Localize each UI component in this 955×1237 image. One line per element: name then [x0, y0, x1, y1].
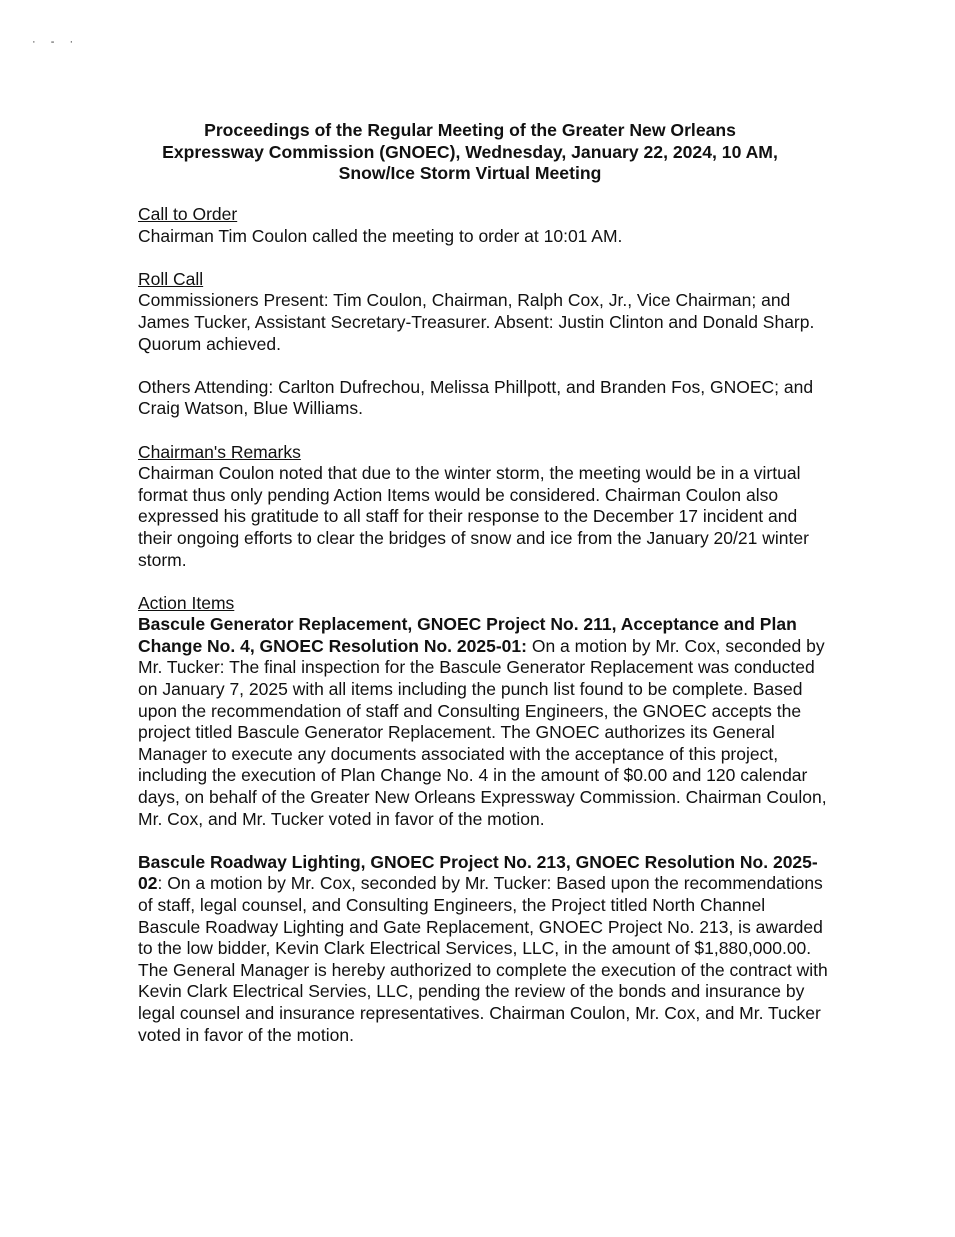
action-items-section — [138, 593, 828, 831]
roll-call-heading: Roll Call — [138, 268, 204, 289]
action-item-2 — [138, 852, 828, 1046]
document-title — [120, 120, 820, 185]
call-to-order-section — [138, 204, 828, 247]
others-attending-section — [138, 377, 828, 420]
action-items-heading: Action Items — [138, 592, 235, 613]
call-to-order-heading: Call to Order — [138, 204, 238, 224]
call-to-order-text: Chairman Tim Coulon called the meeting to order at 10:01 AM. — [138, 225, 623, 246]
title-line-3: Snow/Ice Storm Virtual Meeting — [338, 163, 602, 183]
document-body — [138, 204, 828, 1068]
scan-specks: · - · — [32, 36, 80, 48]
title-line-2: Expressway Commission (GNOEC), Wednesday, January 22, 2024, 10 AM, — [162, 141, 778, 162]
action-item-2-title: Bascule Roadway Lighting, GNOEC Project No. 213, GNOEC Resolution No. 2025-02 — [138, 851, 818, 894]
title-line-1: Proceedings of the Regular Meeting of the Greater New Orleans — [204, 120, 736, 140]
action-item-2-text: : On a motion by Mr. Cox, seconded by Mr. Tucker: Based upon the recommendations of staff, legal counsel, and Consulting Engineers, the Project titled North Channel Bascule Roadway Lighting and Gate Replacement, GNOEC Project No. 213, is awarded to the low bidder, Kevin Clark Electrical Services, LLC, in the amount of $1,880,000.00. The General Manager is hereby authorized to complete the execution of the contract with Kevin Clark Electrical Servies, LLC, pending the review of the bonds and insurance by legal counsel and insurance representatives. Chairman Coulon, Mr. Cox, and Mr. Tucker voted in favor of the motion. — [138, 873, 828, 1045]
chairmans-remarks-section — [138, 442, 828, 572]
action-item-1-text: On a motion by Mr. Cox, seconded by Mr. Tucker: The final inspection for the Bascule Generator Replacement was conducted on January 7, 2025 with all items including the punch list found to be complete. Based upon the recommendation of staff and Consulting Engineers, the GNOEC accepts the project titled Bascule Generator Replacement. The GNOEC authorizes its General Manager to execute any documents associated with the acceptance of this project, including the execution of Plan Change No. 4 in the amount of $0.00 and 120 calendar days, on behalf of the Greater New Orleans Expressway Commission. Chairman Coulon, Mr. Cox, and Mr. Tucker voted in favor of the motion. — [138, 635, 827, 829]
action-item-1 — [138, 614, 828, 830]
action-item-1-title: Bascule Generator Replacement, GNOEC Project No. 211, Acceptance and Plan Change No. 4, GNOEC Resolution No. 2025-01: — [138, 614, 797, 656]
chairmans-remarks-text: Chairman Coulon noted that due to the winter storm, the meeting would be in a virtual format thus only pending Action Items would be considered. Chairman Coulon also expressed his gratitude to all staff for their response to the December 17 incident and their ongoing efforts to clear the bridges of snow and ice from the January 20/21 winter storm. — [138, 463, 809, 570]
chairmans-remarks-heading: Chairman's Remarks — [138, 441, 301, 462]
others-attending-text: Others Attending: Carlton Dufrechou, Melissa Phillpott, and Branden Fos, GNOEC; and Craig Watson, Blue Williams. — [138, 376, 814, 419]
roll-call-text: Commissioners Present: Tim Coulon, Chairman, Ralph Cox, Jr., Vice Chairman; and James Tucker, Assistant Secretary-Treasurer. Absent: Justin Clinton and Donald Sharp. Quorum achieved. — [138, 290, 815, 354]
roll-call-section — [138, 269, 828, 355]
action-item-2-section — [138, 852, 828, 1046]
